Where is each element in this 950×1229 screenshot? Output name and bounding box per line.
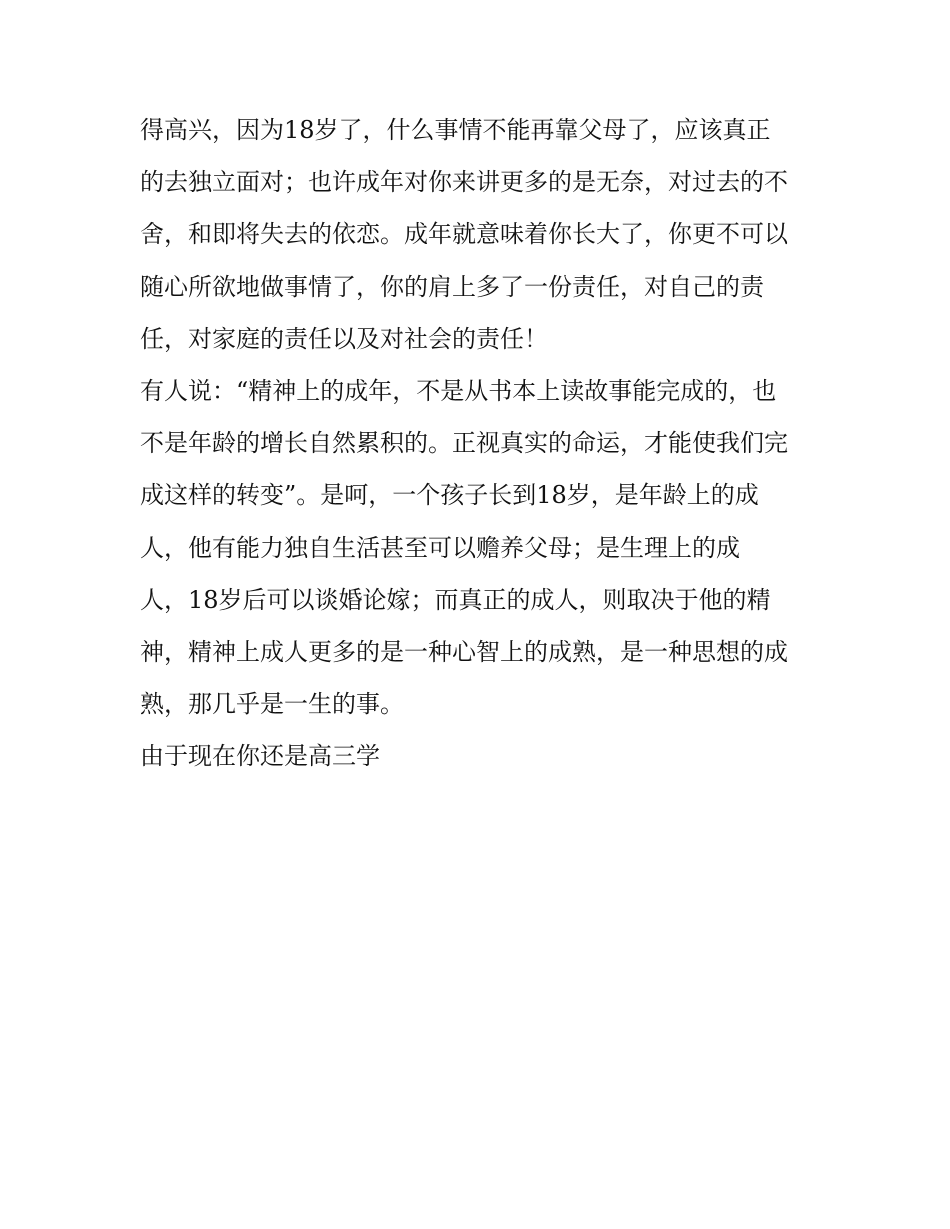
text-line: 不是年龄的增长自然累积的。正视真实的命运，才能使我们完 [140,429,788,458]
text-line: 人，他有能力独自生活甚至可以赡养父母；是生理上的成 [140,533,740,562]
document-body [140,104,820,782]
text-line: 由于现在你还是高三学 [140,742,380,771]
text-line: 熟，那几乎是一生的事。 [140,690,404,719]
text-line: 任，对家庭的责任以及对社会的责任！ [140,324,548,353]
text-line: 的去独立面对；也许成年对你来讲更多的是无奈，对过去的不 [140,168,788,197]
text-line: 神，精神上成人更多的是一种心智上的成熟，是一种思想的成 [140,637,788,666]
text-line: 得高兴，因为18岁了，什么事情不能再靠父母了，应该真正 [140,116,771,144]
text-line: 舍，和即将失去的依恋。成年就意味着你长大了，你更不可以 [140,220,788,249]
text-line: 随心所欲地做事情了，你的肩上多了一份责任，对自己的责 [140,272,764,301]
text-line: 有人说：“精神上的成年，不是从书本上读故事能完成的，也 [140,376,777,405]
text-line: 成这样的转变”。是呵，一个孩子长到18岁，是年龄上的成 [140,481,759,510]
text-line: 人，18岁后可以谈婚论嫁；而真正的成人，则取决于他的精 [140,585,771,614]
